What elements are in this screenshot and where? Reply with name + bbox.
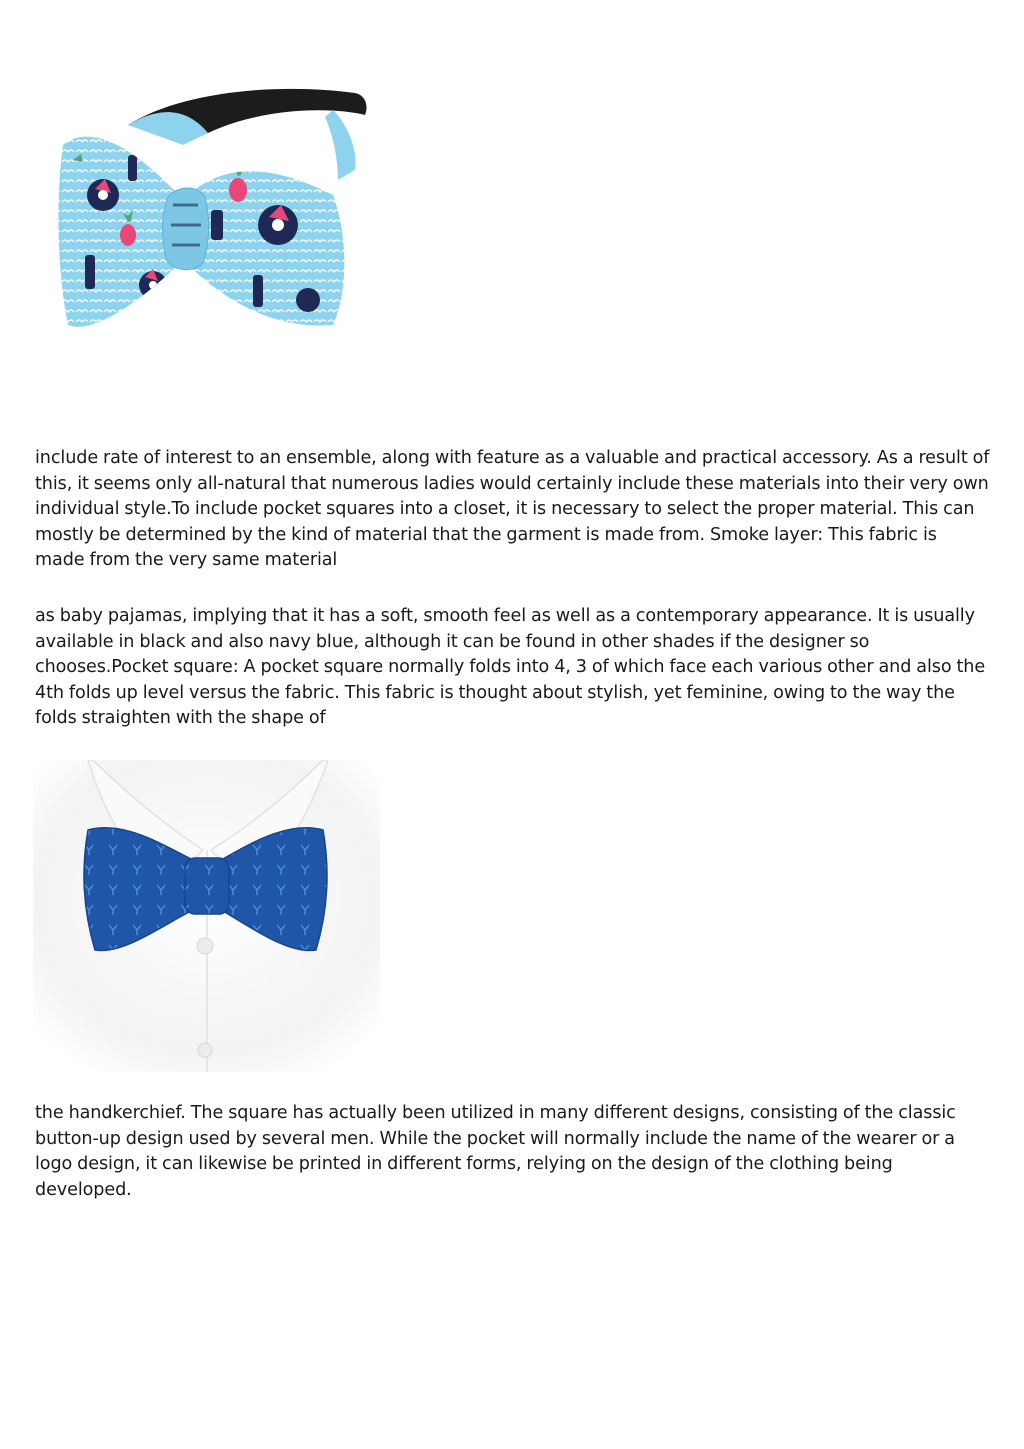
bow-tie-on-shirt-illustration (33, 760, 380, 1072)
bow-tie-image-light-blue (33, 85, 378, 347)
body-paragraph: as baby pajamas, implying that it has a soft, smooth feel as well as a contemporary appearance. It is usually available in black and also navy blue, although it can be found in other shades if the designer so chooses.Pocket square: A pocket square normally folds into 4, 3 of which face each various other and also the 4th folds up level versus the fabric. This fabric is thought about stylish, yet feminine, owing to the way the folds straighten with the shape of (35, 606, 986, 729)
body-paragraph: the handkerchief. The square has actually been utilized in many different designs, consisting of the classic button-up design used by several men. While the pocket will normally include the name of the wearer or a logo design, it can likewise be printed in different forms, relying on the design of the clothing being developed. (35, 1103, 956, 1200)
bow-tie-image-royal-blue (33, 760, 380, 1072)
bow-tie-illustration (33, 85, 378, 347)
body-paragraph: include rate of interest to an ensemble, along with feature as a valuable and practical accessory. As a result of this, it seems only all-natural that numerous ladies would certainly include these materials into their very own individual style.To include pocket squares into a closet, it is necessary to select the proper material. This can mostly be determined by the kind of material that the garment is made from. Smoke layer: This fabric is made from the very same material (35, 448, 990, 571)
